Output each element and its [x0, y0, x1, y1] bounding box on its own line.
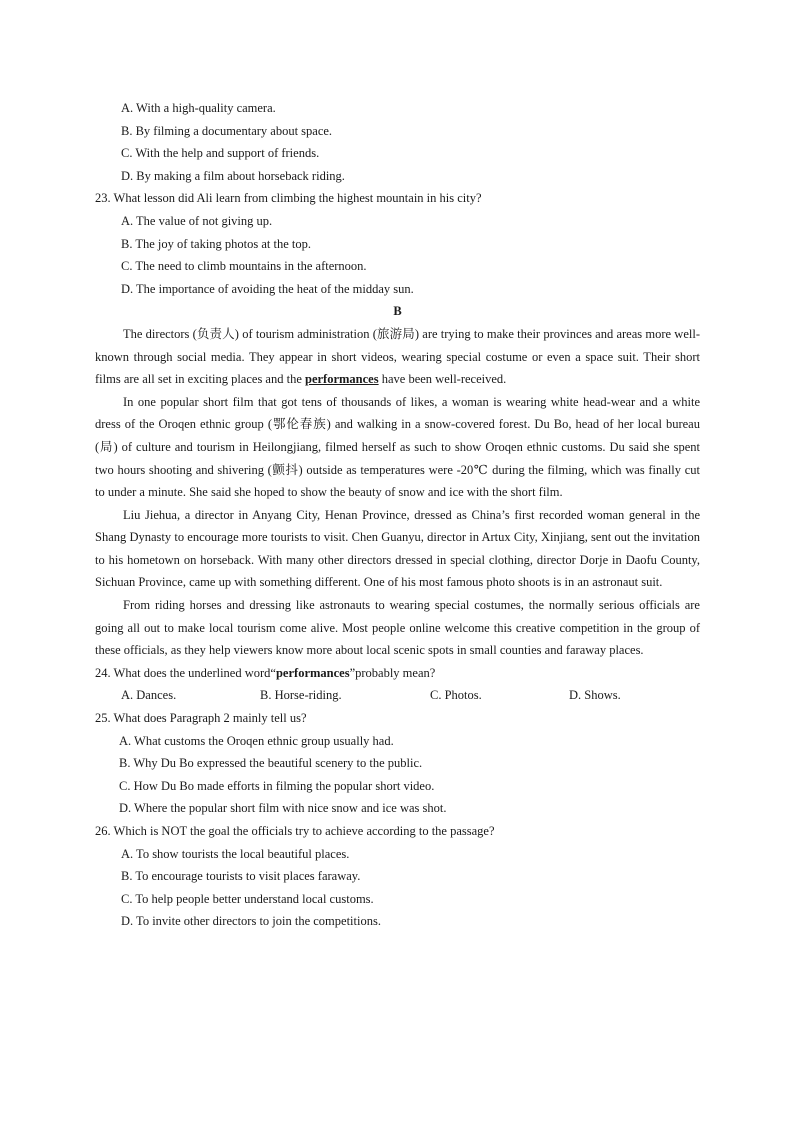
q26-option-b: B. To encourage tourists to visit places faraway.	[121, 869, 361, 884]
q24-option-c: C. Photos.	[430, 688, 482, 703]
passage	[95, 323, 700, 662]
q26	[95, 820, 700, 933]
q23-question: 23. What lesson did Ali learn from climbing the highest mountain in his city?	[95, 191, 482, 206]
q26-option-d: D. To invite other directors to join the competitions.	[121, 914, 381, 929]
q23-option-a: A. The value of not giving up.	[121, 213, 273, 228]
q25-option-d: D. Where the popular short film with nice snow and ice was shot.	[119, 801, 447, 816]
q24-question-before: 24. What does the underlined word“	[95, 665, 276, 680]
q26-option-a: A. To show tourists the local beautiful places.	[121, 846, 350, 861]
section-label: B	[393, 304, 402, 319]
passage-paragraph-3: Liu Jiehua, a director in Anyang City, Henan Province, dressed as China’s first recorded woman general in the Shang Dynasty to encourage more tourists to visit. Chen Guanyu, director in Artux City, Xinjiang, sent out the invitation to his hometown on horseback. With many other directors dressed in special clothing, director Dorje in Daofu County, Sichuan Province, came up with something different. One of his most famous photo shoots is in an astronaut suit.	[95, 507, 700, 590]
q24-option-a: A. Dances.	[121, 688, 177, 703]
q23-option-b: B. The joy of taking photos at the top.	[121, 236, 312, 251]
exam-page	[95, 97, 700, 933]
passage-paragraph-2: In one popular short film that got tens of thousands of likes, a woman is wearing white head-wear and a white dress of the Oroqen ethnic group (鄂伦春族) and walking in a snow-covered forest. Du Bo, head of her local bureau (局) of culture and tourism in Heilongjiang, filmed herself as such to show Oroqen ethnic customs. Du said she spent two hours shooting and shivering (颤抖) outside as temperatures were -20℃ during the filming, which was finally cut to under a minute. She said she hoped to show the beauty of snow and ice with the short film.	[95, 394, 700, 500]
q25-question: 25. What does Paragraph 2 mainly tell us?	[95, 711, 307, 726]
q24-question-word: performances	[275, 665, 350, 680]
q24-options	[95, 684, 700, 707]
p1-text-before: The directors (负责人) of tourism administration (旅游局) are trying to make their provinces and areas more well-known through social media. They appear in short videos, wearing special costume or even a space suit. Their short films are all set in exciting places and the	[95, 326, 700, 387]
q22-option-a: A. With a high-quality camera.	[121, 101, 276, 115]
passage-paragraph-4: From riding horses and dressing like astronauts to wearing special costumes, the normally serious officials are going all out to make local tourism come alive. Most people online welcome this creative competition in the group of these officials, as they help viewers know more about local scenic spots in small counties and faraway places.	[95, 598, 700, 658]
q22-option-d: D. By making a film about horseback riding.	[121, 168, 345, 183]
q26-option-c: C. To help people better understand local customs.	[121, 891, 374, 906]
q23	[95, 187, 700, 300]
q23-option-c: C. The need to climb mountains in the afternoon.	[121, 259, 367, 274]
q24-question	[95, 662, 700, 685]
q26-question: 26. Which is NOT the goal the officials try to achieve according to the passage?	[95, 824, 495, 838]
q22-options	[95, 97, 700, 187]
q25-option-b: B. Why Du Bo expressed the beautiful scenery to the public.	[119, 756, 423, 771]
q25	[95, 707, 700, 820]
q24-option-b: B. Horse-riding.	[260, 688, 342, 703]
q24	[95, 662, 700, 707]
q24-question-after: ”probably mean?	[349, 665, 436, 680]
q25-option-c: C. How Du Bo made efforts in filming the popular short video.	[119, 778, 435, 793]
q23-option-d: D. The importance of avoiding the heat of the midday sun.	[121, 281, 414, 296]
q25-option-a: A. What customs the Oroqen ethnic group usually had.	[119, 733, 394, 748]
p1-text-after: have been well-received.	[378, 372, 507, 387]
q22-option-b: B. By filming a documentary about space.	[121, 123, 333, 138]
q24-option-d: D. Shows.	[569, 688, 621, 703]
underlined-word: performances	[305, 372, 379, 387]
passage-paragraph-1	[95, 323, 700, 391]
q22-option-c: C. With the help and support of friends.	[121, 146, 320, 161]
